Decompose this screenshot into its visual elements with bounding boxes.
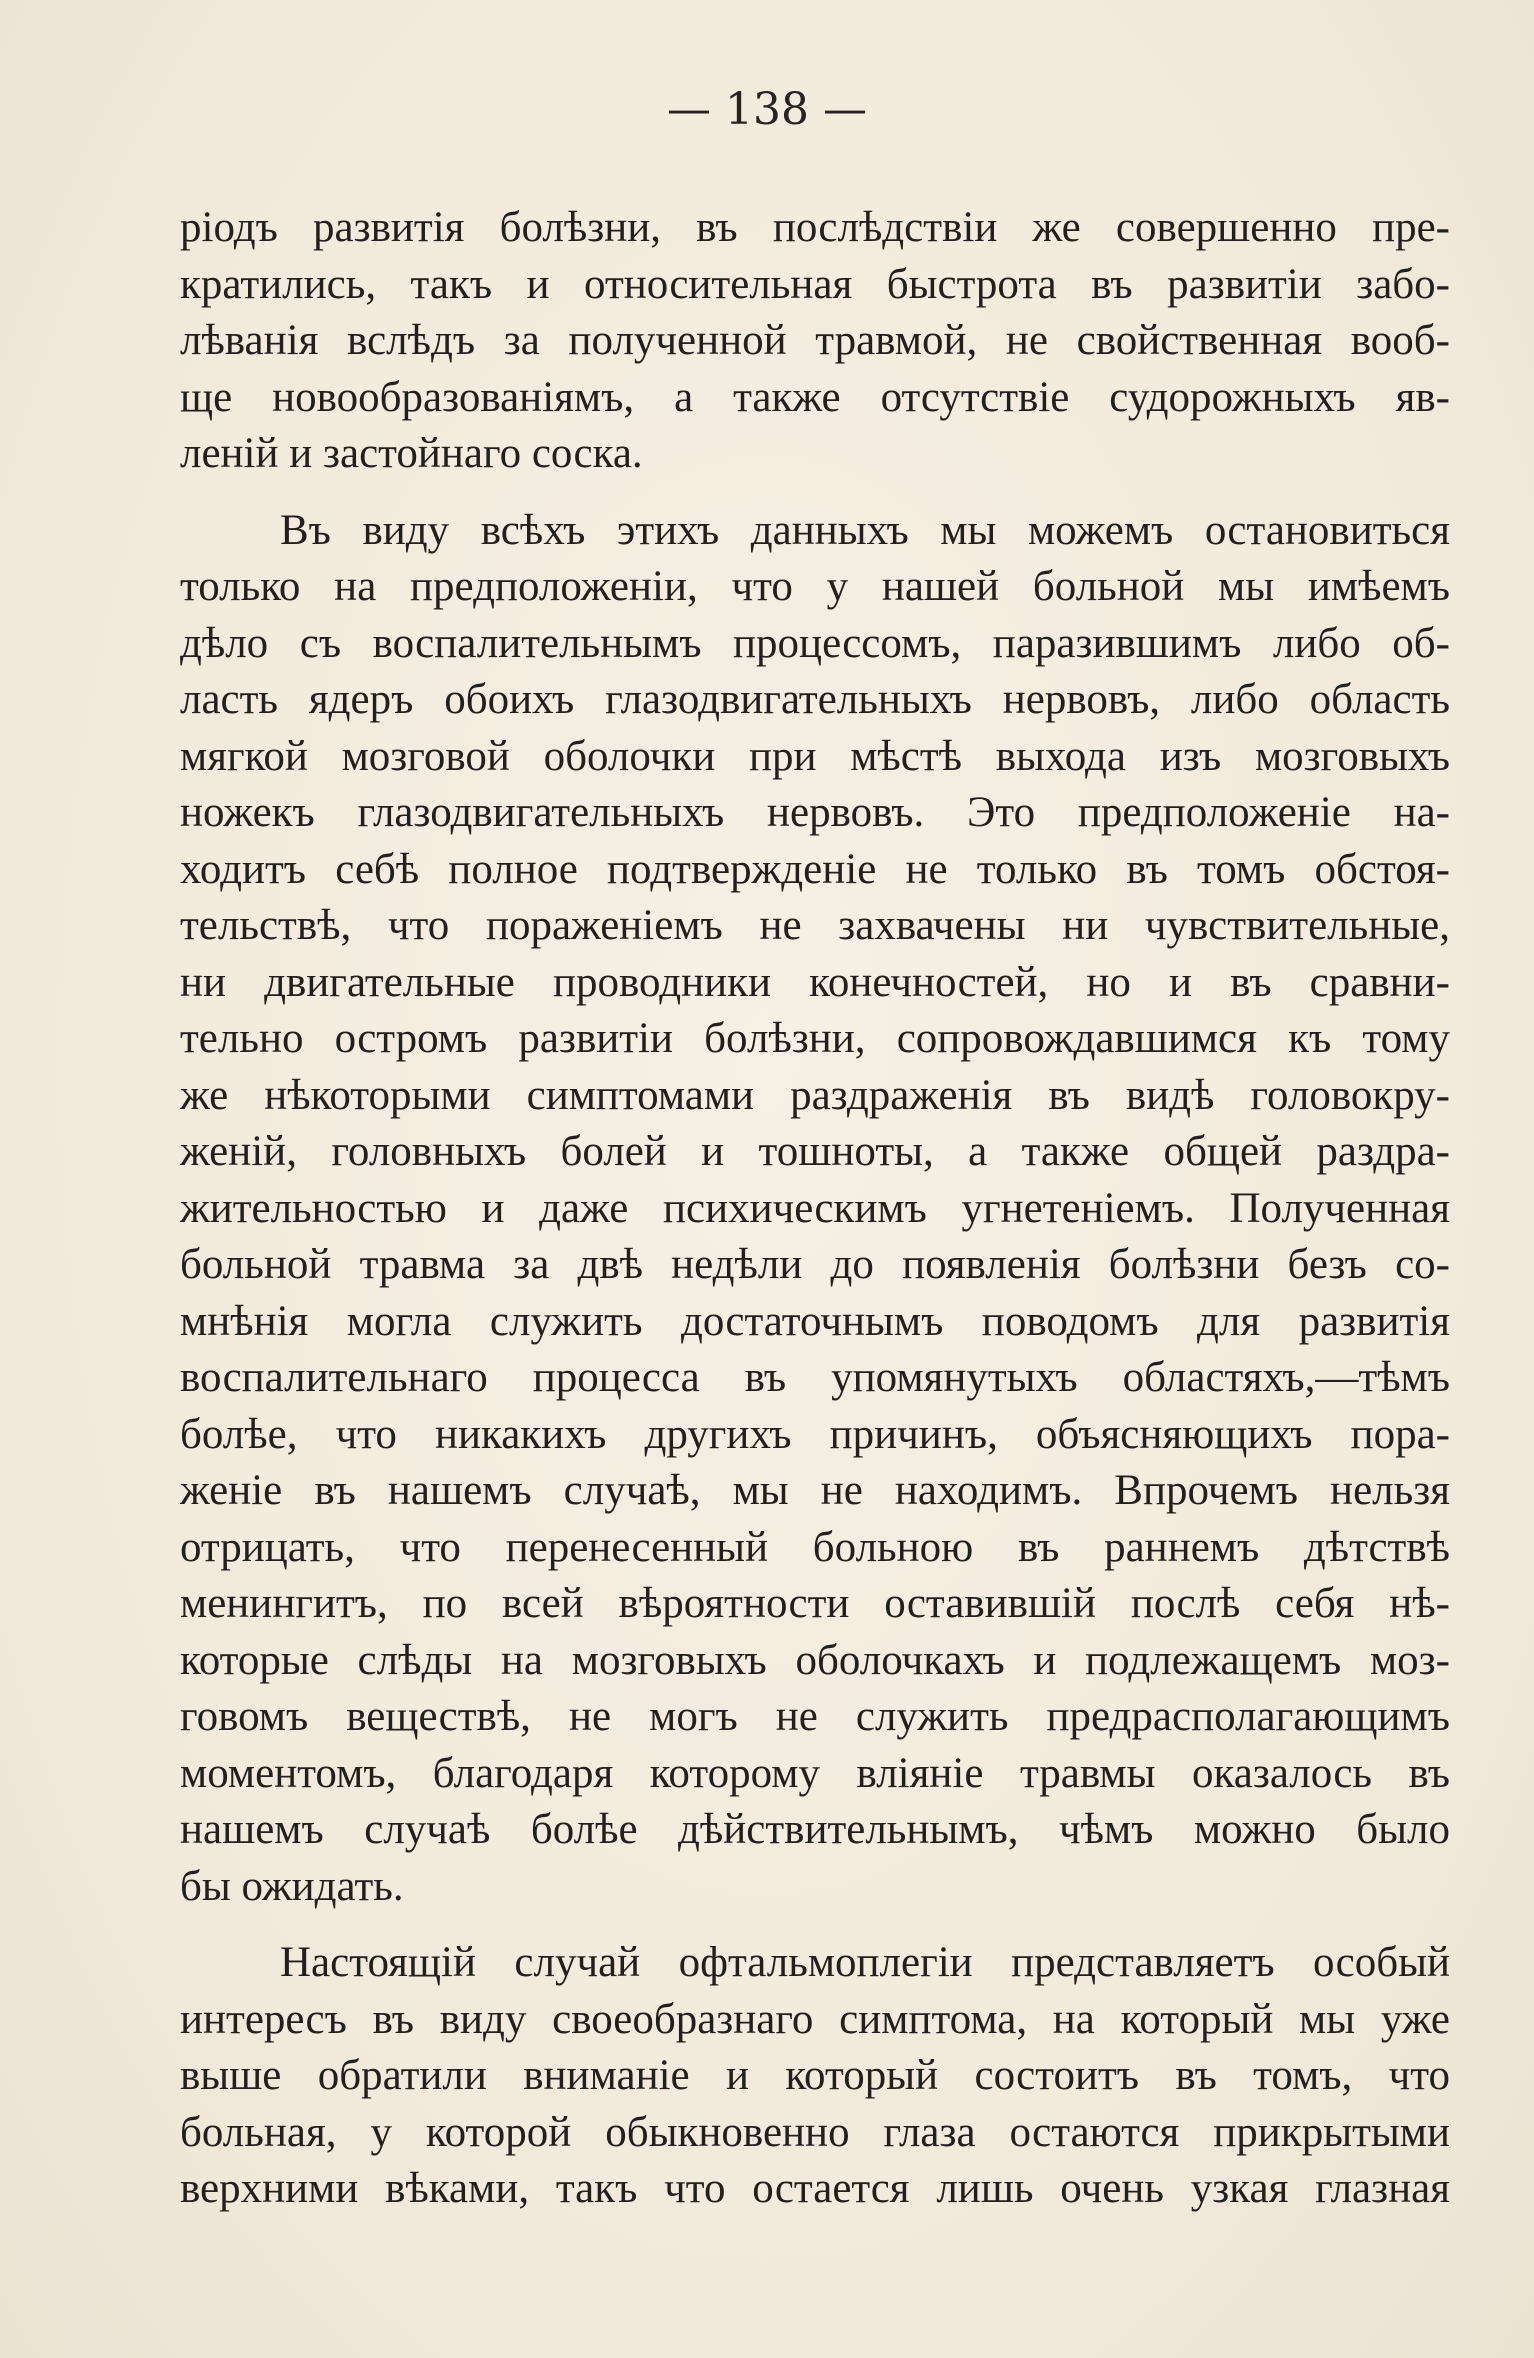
text-line: ласть ядеръ обоихъ глазодвигательныхъ нервовъ, либо область <box>180 676 1450 723</box>
text-line: ще новообразованіямъ, а также отсутствіе судорожныхъ яв- <box>180 373 1450 421</box>
paragraph-2 <box>180 503 1450 1916</box>
text-line: мягкой мозговой оболочки при мѣстѣ выхода изъ мозговыхъ <box>180 732 1450 780</box>
paragraph-1 <box>180 200 1450 483</box>
text-line: ножекъ глазодвигательныхъ нервовъ. Это предположеніе на- <box>180 789 1450 836</box>
text-line: больная, у которой обыкновенно глаза остаются прикрытыми <box>180 2108 1450 2156</box>
text-line: ходитъ себѣ полное подтвержденіе не только въ томъ обстоя- <box>180 845 1450 893</box>
text-line: тельно остромъ развитіи болѣзни, сопровождавшимся къ тому <box>180 1015 1450 1062</box>
text-line: женіе въ нашемъ случаѣ, мы не находимъ. Впрочемъ нельзя <box>180 1467 1450 1514</box>
text-line: воспалительнаго процесса въ упомянутыхъ областяхъ,—тѣмъ <box>180 1354 1450 1401</box>
text-line: тельствѣ, что пораженіемъ не захвачены ни чувствительные, <box>180 902 1450 949</box>
text-line: верхними вѣками, такъ что остается лишь очень узкая глазная <box>180 2165 1450 2212</box>
text-line: болѣе, что никакихъ другихъ причинъ, объясняющихъ пора- <box>180 1410 1450 1458</box>
paragraph-3 <box>180 1935 1450 2218</box>
text-line: Въ виду всѣхъ этихъ данныхъ мы можемъ остановиться <box>280 506 1450 554</box>
text-line: ріодъ развитія болѣзни, въ послѣдствіи же совершенно пре- <box>180 204 1450 251</box>
text-line: выше обратили вниманіе и который состоитъ въ томъ, что <box>180 2052 1450 2099</box>
text-line: женій, головныхъ болей и тошноты, а также общей раздра- <box>180 1128 1450 1175</box>
text-line: мнѣнія могла служить достаточнымъ поводомъ для развитія <box>180 1297 1450 1345</box>
text-line: дѣло съ воспалительнымъ процессомъ, паразившимъ либо об- <box>180 619 1450 667</box>
text-line: ни двигательные проводники конечностей, но и въ сравни- <box>180 958 1450 1006</box>
text-line: кратились, такъ и относительная быстрота въ развитіи забо- <box>180 260 1450 308</box>
text-line: говомъ веществѣ, не могъ не служить предрасполагающимъ <box>180 1693 1450 1740</box>
page-number: — 138 — <box>667 84 867 135</box>
text-line: отрицать, что перенесенный больною въ раннемъ дѣтствѣ <box>180 1523 1450 1571</box>
text-line: менингитъ, по всей вѣроятности оставившій послѣ себя нѣ- <box>180 1580 1450 1627</box>
text-line: леній и застойнаго соска. <box>180 430 643 477</box>
text-line: интересъ въ виду своеобразнаго симптома, на который мы уже <box>180 1995 1450 2043</box>
text-line: же нѣкоторыми симптомами раздраженія въ видѣ головокру- <box>180 1071 1450 1119</box>
text-line: больной травма за двѣ недѣли до появленія болѣзни безъ со- <box>180 1241 1450 1288</box>
text-line: моментомъ, благодаря которому вліяніе травмы оказалось въ <box>180 1749 1450 1797</box>
body-text <box>180 200 1450 2238</box>
text-line: бы ожидать. <box>180 1862 404 1910</box>
text-line: нашемъ случаѣ болѣе дѣйствительнымъ, чѣмъ можно было <box>180 1806 1450 1853</box>
text-line: лѣванія вслѣдъ за полученной травмой, не свойственная вооб- <box>180 317 1450 364</box>
text-line: жительностью и даже психическимъ угнетеніемъ. Полученная <box>180 1184 1450 1232</box>
text-line: Настоящій случай офтальмоплегіи представляетъ особый <box>280 1939 1450 1986</box>
text-line: только на предположеніи, что у нашей больной мы имѣемъ <box>180 563 1450 610</box>
text-line: которые слѣды на мозговыхъ оболочкахъ и подлежащемъ моз- <box>180 1636 1450 1684</box>
